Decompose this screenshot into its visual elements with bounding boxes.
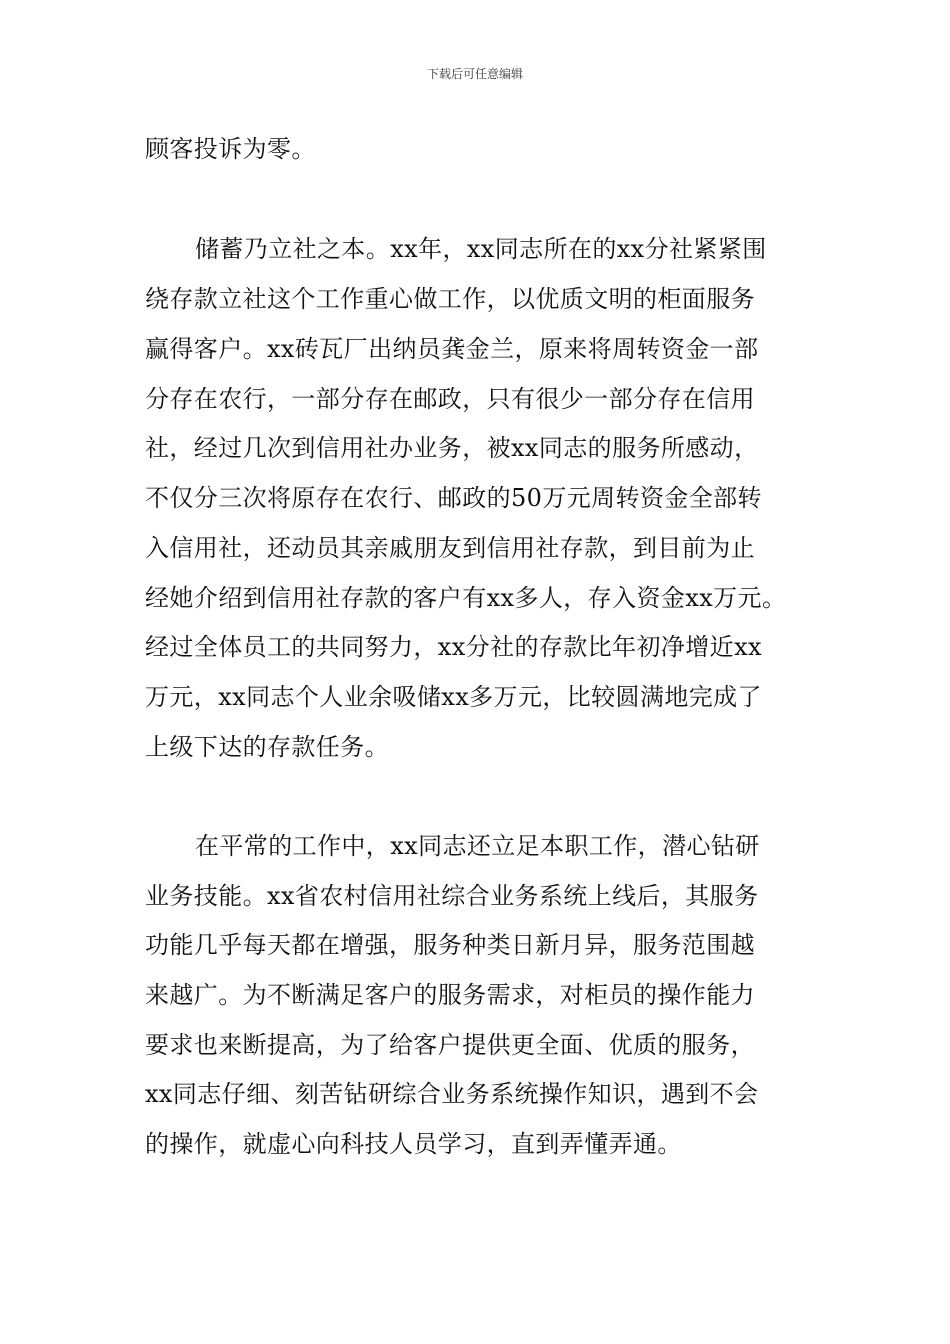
paragraph-3-line-2: 业务技能。xx省农村信用社综合业务系统上线后，其服务 bbox=[145, 882, 759, 910]
paragraph-1-line-1: 顾客投诉为零。 bbox=[145, 135, 316, 163]
paragraph-2-line-4: 分存在农行，一部分存在邮政，只有很少一部分存在信用 bbox=[145, 385, 755, 413]
page-header-note: 下载后可任意编辑 bbox=[426, 67, 523, 81]
paragraph-2-line-6: 不仅分三次将原存在农行、邮政的50万元周转资金全部转 bbox=[145, 484, 762, 512]
paragraph-3-line-5: 要求也来断提高，为了给客户提供更全面、优质的服务， bbox=[145, 1031, 755, 1059]
paragraph-2-line-5: 社，经过几次到信用社办业务，被xx同志的服务所感动， bbox=[145, 434, 759, 462]
paragraph-2-line-9: 经过全体员工的共同努力，xx分社的存款比年初净增近xx bbox=[145, 633, 762, 661]
paragraph-3-line-6: xx同志仔细、刻苦钻研综合业务系统操作知识，遇到不会 bbox=[145, 1080, 759, 1108]
paragraph-2-line-3: 赢得客户。xx砖瓦厂出纳员龚金兰，原来将周转资金一部 bbox=[145, 335, 759, 363]
paragraph-3-line-3: 功能几乎每天都在增强，服务种类日新月异，服务范围越 bbox=[145, 931, 755, 959]
paragraph-2-line-11: 上级下达的存款任务。 bbox=[145, 733, 389, 761]
paragraph-2-line-7: 入信用社，还动员其亲戚朋友到信用社存款，到目前为止 bbox=[145, 534, 755, 562]
paragraph-2-line-10: 万元，xx同志个人业余吸储xx多万元，比较圆满地完成了 bbox=[145, 683, 762, 711]
paragraph-3-line-4: 来越广。为不断满足客户的服务需求，对柜员的操作能力 bbox=[145, 981, 755, 1009]
paragraph-2-line-1: 储蓄乃立社之本。xx年，xx同志所在的xx分社紧紧围 bbox=[195, 235, 767, 263]
paragraph-3-line-1: 在平常的工作中，xx同志还立足本职工作，潜心钻研 bbox=[195, 832, 760, 860]
paragraph-2-line-8: 经她介绍到信用社存款的客户有xx多人，存入资金xx万元。 bbox=[145, 584, 787, 612]
paragraph-3-line-7: 的操作，就虚心向科技人员学习，直到弄懂弄通。 bbox=[145, 1130, 682, 1158]
paragraph-2-line-2: 绕存款立社这个工作重心做工作，以优质文明的柜面服务 bbox=[145, 285, 755, 313]
